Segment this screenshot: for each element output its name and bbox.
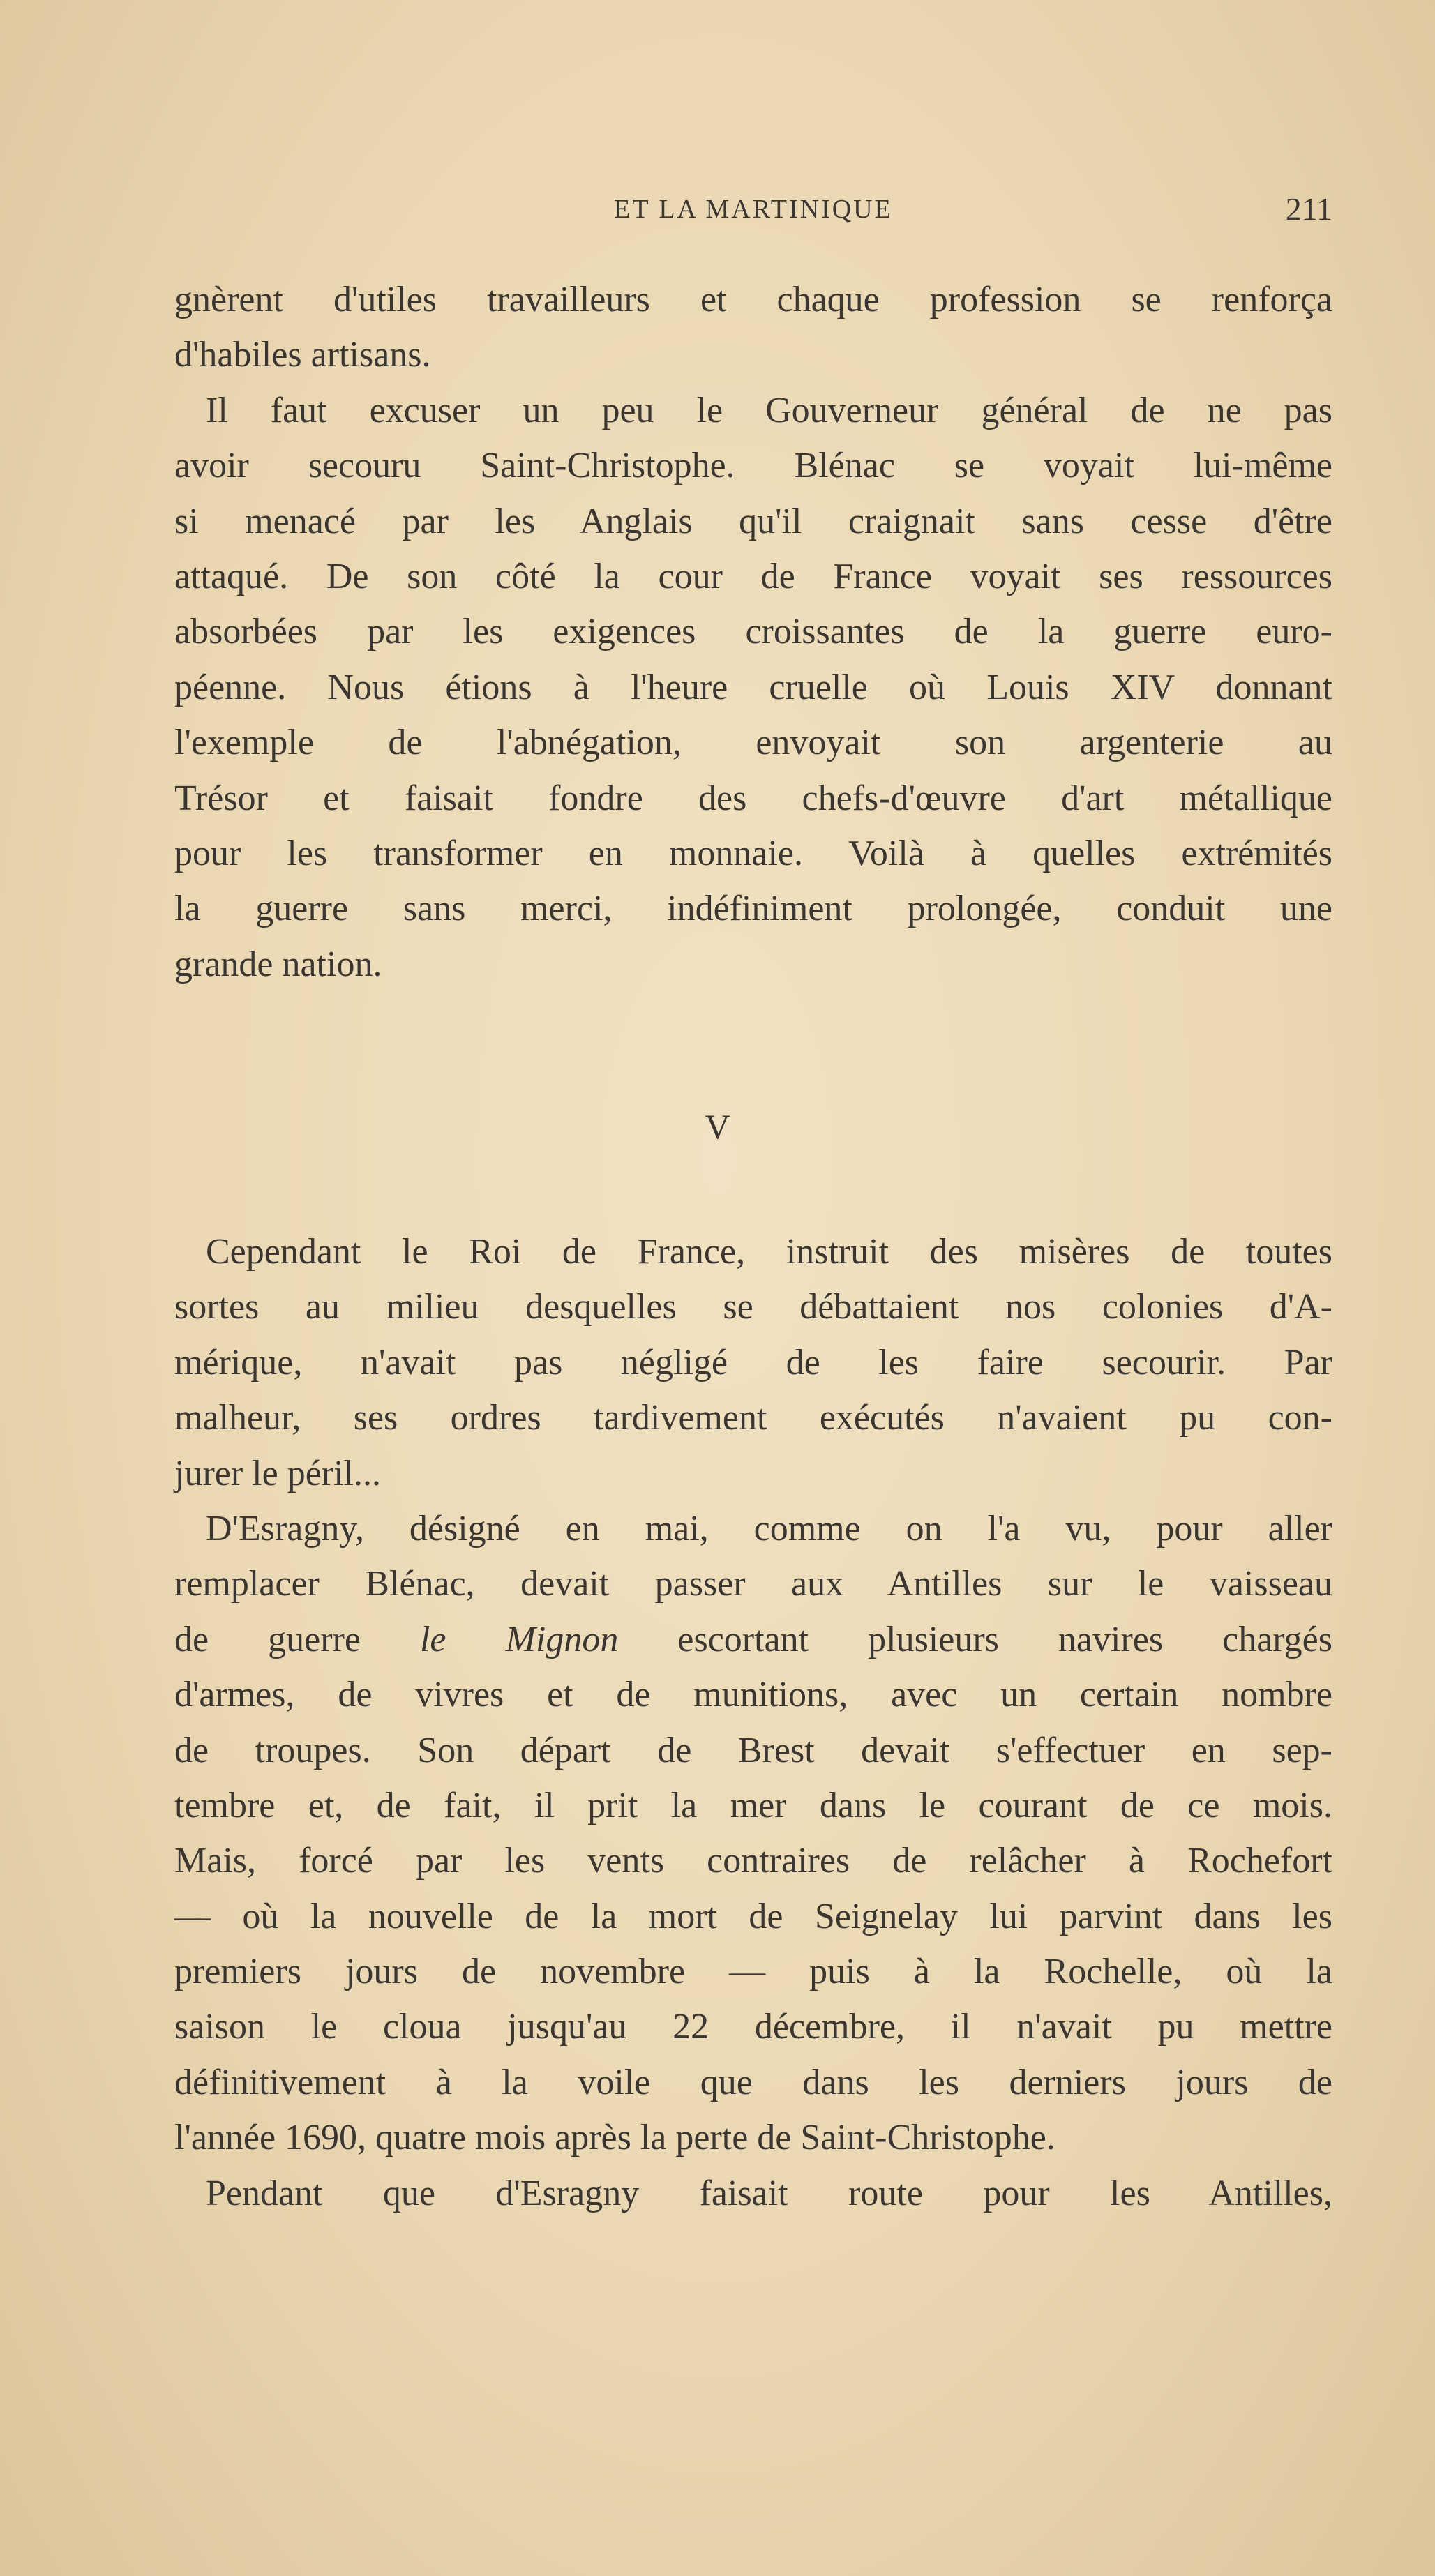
text-line: Il faut excuser un peu le Gouverneur général de ne pas (206, 390, 1332, 430)
text-line: l'exemple de l'abnégation, envoyait son argenterie au (174, 723, 1332, 763)
text-line: la guerre sans merci, indéfiniment prolongée, conduit une (174, 889, 1332, 929)
text-line: attaqué. De son côté la cour de France voyait ses ressources (174, 556, 1332, 596)
text-line: tembre et, de fait, il prit la mer dans le courant de ce mois. (174, 1785, 1332, 1825)
text-line: gnèrent d'utiles travailleurs et chaque profession se renforça (174, 280, 1332, 319)
text-line: Mais, forcé par les vents contraires de relâcher à Rochefort (174, 1841, 1332, 1881)
text-line: si menacé par les Anglais qu'il craignait sans cesse d'être (174, 501, 1332, 541)
running-header (174, 188, 1332, 230)
text-fragment: de guerre (174, 1619, 420, 1659)
text-block-1 (174, 272, 1332, 992)
text-line: — où la nouvelle de la mort de Seignelay lui parvint dans les (174, 1896, 1332, 1936)
page-number: 211 (1285, 191, 1332, 227)
text-line: grande nation. (174, 944, 382, 984)
paragraph (174, 272, 1332, 383)
text-line: Pendant que d'Esragny faisait route pour les Antilles, (206, 2173, 1332, 2213)
text-line: d'armes, de vivres et de munitions, avec un certain nombre (174, 1675, 1332, 1715)
text-line: Trésor et faisait fondre des chefs-d'œuvre d'art métallique (174, 778, 1332, 818)
text-line: premiers jours de novembre — puis à la Rochelle, où la (174, 1952, 1332, 1992)
section-number: V (705, 1107, 730, 1146)
paragraph (174, 383, 1332, 992)
text-line: d'habiles artisans. (174, 335, 431, 375)
running-title: ET LA MARTINIQUE (614, 195, 893, 224)
paragraph (174, 1501, 1332, 2166)
text-line: mérique, n'avait pas négligé de les faire secourir. Par (174, 1342, 1332, 1383)
text-line: absorbées par les exigences croissantes de la guerre euro- (174, 612, 1332, 652)
text-line: jurer le péril... (174, 1453, 381, 1493)
text-line: avoir secouru Saint-Christophe. Blénac se voyait lui-même (174, 446, 1332, 486)
text-line: l'année 1690, quatre mois après la perte de Saint-Christophe. (174, 2118, 1055, 2158)
text-line: sortes au milieu desquelles se débattaient nos colonies d'A- (174, 1287, 1332, 1327)
text-line: saison le cloua jusqu'au 22 décembre, il n'avait pu mettre (174, 2007, 1332, 2047)
text-line: malheur, ses ordres tardivement exécutés n'avaient pu con- (174, 1398, 1332, 1438)
italic-ship-name: le Mignon (419, 1619, 619, 1659)
text-line: pour les transformer en monnaie. Voilà à quelles extrémités (174, 833, 1332, 873)
text-line: Cependant le Roi de France, instruit des misères de toutes (206, 1232, 1332, 1272)
paragraph (174, 2166, 1332, 2221)
text-line (174, 1612, 1332, 1667)
text-block-2 (174, 1224, 1332, 2221)
text-line: de troupes. Son départ de Brest devait s'effectuer en sep- (174, 1730, 1332, 1770)
text-line: remplacer Blénac, devait passer aux Antilles sur le vaisseau (174, 1564, 1332, 1604)
text-fragment: escortant plusieurs navires chargés (618, 1619, 1332, 1659)
text-line: D'Esragny, désigné en mai, comme on l'a vu, pour aller (206, 1508, 1332, 1549)
text-line: péenne. Nous étions à l'heure cruelle où Louis XIV donnant (174, 667, 1332, 707)
paragraph (174, 1224, 1332, 1501)
text-line: définitivement à la voile que dans les derniers jours de (174, 2062, 1332, 2102)
